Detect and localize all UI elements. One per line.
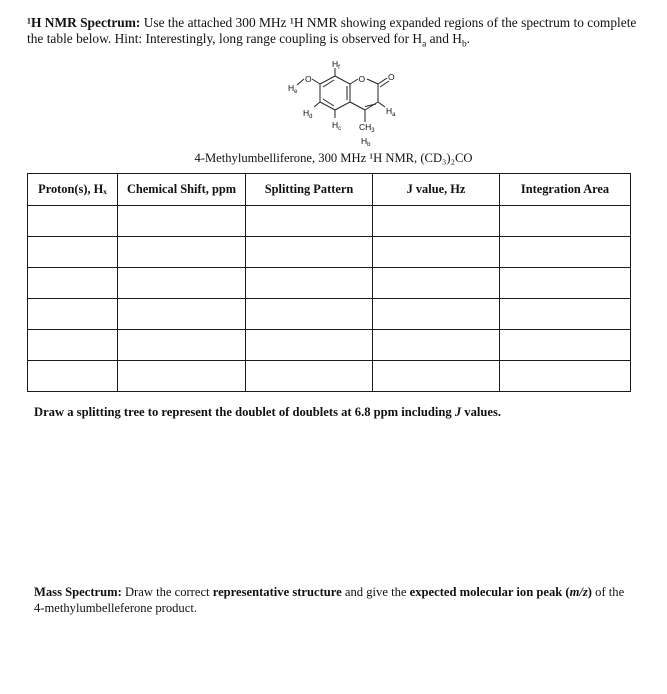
table-cell[interactable]	[500, 268, 631, 299]
label-ch3: $CH_3$	[359, 122, 375, 134]
table-cell[interactable]	[118, 237, 246, 268]
label-he: $H_e$	[288, 83, 298, 95]
table-row	[28, 299, 631, 330]
table-cell[interactable]	[118, 206, 246, 237]
table-cell[interactable]	[28, 206, 118, 237]
header-chemical-shift: Chemical Shift, ppm	[118, 174, 246, 206]
table-cell[interactable]	[373, 268, 500, 299]
label-o-hydroxyl: O	[305, 74, 312, 84]
intro-paragraph	[27, 15, 647, 50]
nmr-data-table	[27, 173, 631, 392]
table-cell[interactable]	[373, 206, 500, 237]
table-row	[28, 361, 631, 392]
label-hf: $H_f$	[332, 59, 340, 71]
table-cell[interactable]	[500, 361, 631, 392]
table-cell[interactable]	[28, 237, 118, 268]
table-cell[interactable]	[500, 206, 631, 237]
table-cell[interactable]	[500, 299, 631, 330]
table-cell[interactable]	[118, 268, 246, 299]
label-o-carbonyl: O	[388, 72, 395, 82]
table-cell[interactable]	[28, 361, 118, 392]
label-ha: $H_a$	[386, 106, 396, 118]
table-cell[interactable]	[373, 237, 500, 268]
table-cell[interactable]	[373, 330, 500, 361]
table-cell[interactable]	[246, 299, 373, 330]
table-cell[interactable]	[246, 268, 373, 299]
table-cell[interactable]	[500, 330, 631, 361]
nmr-section-title: ¹H NMR Spectrum:	[27, 15, 141, 30]
label-hb: $H_b$	[361, 136, 371, 148]
table-cell[interactable]	[246, 330, 373, 361]
header-proton: Proton(s), Hₓ	[28, 174, 118, 206]
header-j-value: J value, Hz	[373, 174, 500, 206]
table-cell[interactable]	[246, 237, 373, 268]
table-cell[interactable]	[118, 361, 246, 392]
table-cell[interactable]	[118, 299, 246, 330]
table-row	[28, 268, 631, 299]
table-cell[interactable]	[118, 330, 246, 361]
splitting-tree-prompt: Draw a splitting tree to represent the doublet of doublets at 6.8 ppm including J values.	[34, 405, 502, 419]
mass-spectrum-prompt: Mass Spectrum: Draw the correct representative structure and give the expected molecular ion peak (m/z) of the 4-methylumbelleferone product.	[34, 585, 625, 615]
header-splitting-pattern: Splitting Pattern	[246, 174, 373, 206]
table-row	[28, 237, 631, 268]
label-hd: $H_d$	[303, 108, 313, 120]
structure-diagram	[270, 58, 420, 153]
table-cell[interactable]	[246, 206, 373, 237]
table-cell[interactable]	[373, 299, 500, 330]
header-integration-area: Integration Area	[500, 174, 631, 206]
label-hc: $H_c$	[332, 120, 342, 132]
table-cell[interactable]	[500, 237, 631, 268]
table-cell[interactable]	[28, 330, 118, 361]
table-cell[interactable]	[28, 299, 118, 330]
table-row	[28, 330, 631, 361]
label-o-ring: O	[358, 74, 366, 84]
nmr-instruction: Use the attached 300 MHz ¹H NMR showing expanded regions of the spectrum to complete the table below. Hint: Interestingly, long range coupling is observed for $H_a$ and $H_b$.	[27, 15, 637, 50]
table-cell[interactable]	[28, 268, 118, 299]
table-row	[28, 206, 631, 237]
table-header-row	[28, 174, 631, 206]
mass-section-title: Mass Spectrum:	[34, 585, 122, 599]
figure-caption: 4-Methylumbelliferone, 300 MHz ¹H NMR, (CD₃)₂CO	[194, 151, 473, 165]
molecule-structure-figure	[270, 58, 420, 153]
table-cell[interactable]	[373, 361, 500, 392]
table-cell[interactable]	[246, 361, 373, 392]
